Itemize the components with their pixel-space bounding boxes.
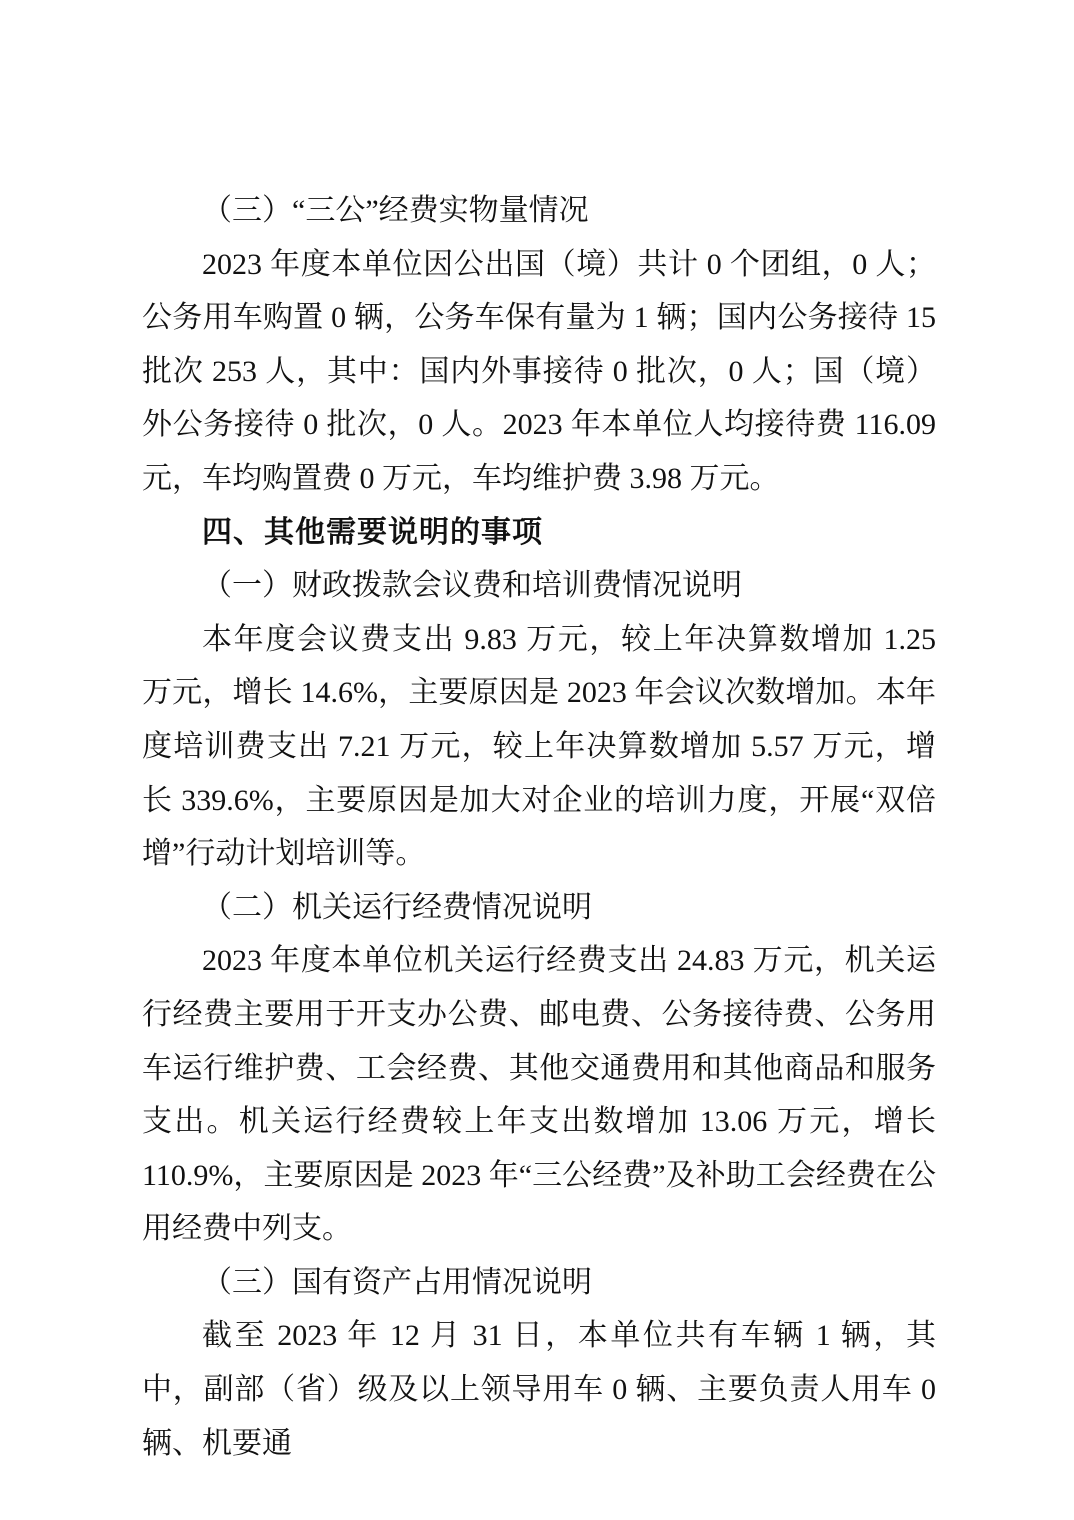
document-content (142, 184, 936, 1470)
paragraph-sangong-physical-quantity: 2023 年度本单位因公出国（境）共计 0 个团组，0 人；公务用车购置 0 辆，公务车保有量为 1 辆；国内公务接待 15 批次 253 人，其中：国内外事接待 0 批次，0 人；国（境）外公务接待 0 批次，0 人。2023 年本单位人均接待费 116.09 元，车均购置费 0 万元，车均维护费 3.98 万元。 (142, 247, 936, 495)
subheading-sangong-physical-quantity: （三）“三公”经费实物量情况 (202, 194, 589, 227)
subheading-agency-operating-expenses: （二）机关运行经费情况说明 (202, 890, 592, 924)
paragraph-meeting-training-fees: 本年度会议费支出 9.83 万元，较上年决算数增加 1.25 万元，增长 14.6%，主要原因是 2023 年会议次数增加。本年度培训费支出 7.21 万元，较上年决算数增加 5.57 万元，增长 339.6%，主要原因是加大对企业的培训力度，开展“双倍增”行动计划培训等。 (142, 622, 936, 871)
subheading-meeting-training-fees: （一）财政拨款会议费和培训费情况说明 (202, 569, 742, 603)
subheading-state-owned-assets: （三）国有资产占用情况说明 (202, 1265, 592, 1299)
paragraph-agency-operating-expenses: 2023 年度本单位机关运行经费支出 24.83 万元，机关运行经费主要用于开支办公费、邮电费、公务接待费、公务用车运行维护费、工会经费、其他交通费用和其他商品和服务支出。机关运行经费较上年支出数增加 13.06 万元，增长 110.9%，主要原因是 2023 年“三公经费”及补助工会经费在公用经费中列支。 (142, 944, 936, 1246)
heading-other-matters: 四、其他需要说明的事项 (202, 515, 543, 549)
paragraph-state-owned-assets: 截至 2023 年 12 月 31 日，本单位共有车辆 1 辆，其中，副部（省）级及以上领导用车 0 辆、主要负责人用车 0 辆、机要通 (142, 1319, 936, 1460)
